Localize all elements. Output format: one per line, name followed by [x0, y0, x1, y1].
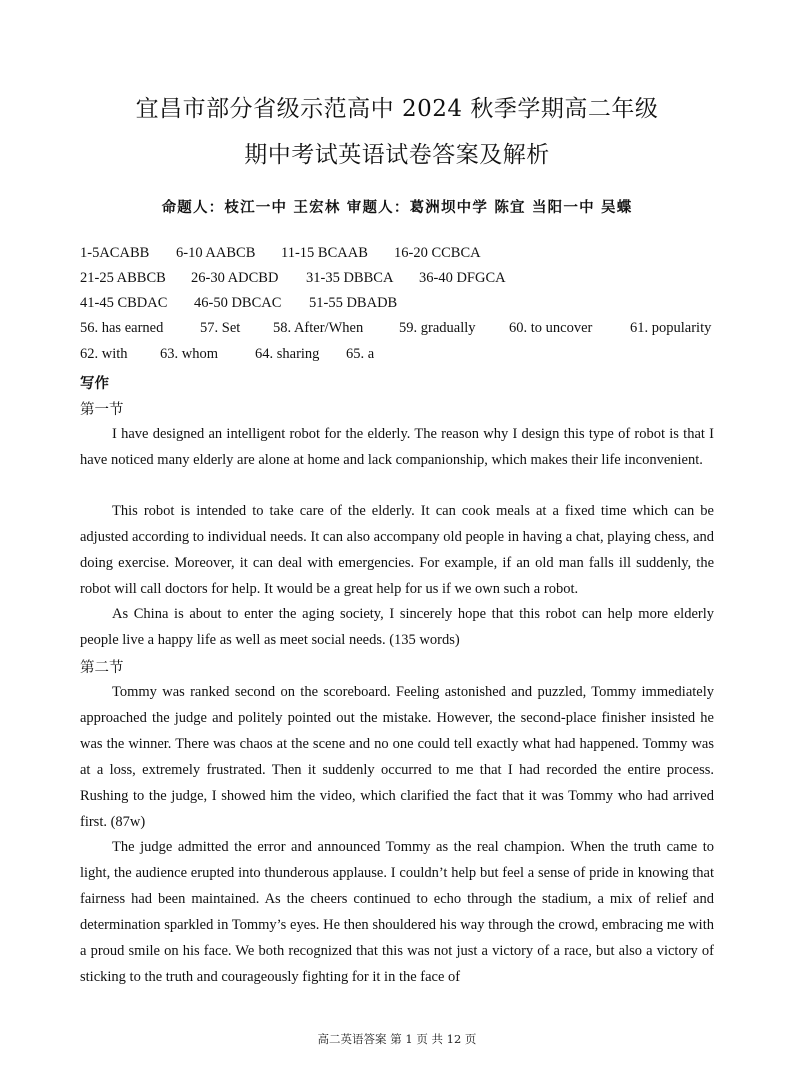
answer-group: 1-5ACABB	[80, 245, 150, 261]
answer-item: 65. a	[346, 346, 375, 362]
answer-item: 61. popularity	[630, 320, 712, 336]
authors-line: 命题人：枝江一中 王宏林 审题人：葛洲坝中学 陈宜 当阳一中 吴蝶	[161, 200, 633, 216]
answer-group: 6-10 AABCB	[176, 245, 256, 261]
answer-group: 51-55 DBADB	[309, 295, 398, 311]
answer-item: 64. sharing	[255, 346, 320, 362]
section1-paragraph: This robot is intended to take care of the elderly. It can cook meals at a fixed time which can be adjusted according to individual needs. It can also accompany old people in having a chat, playing chess, and doing exercise. Moreover, it can deal with emergencies. For example, if an old man falls ill suddenly, the robot will call doctors for help. It would be a great help for us if we own such a robot.	[80, 503, 714, 597]
answer-group: 46-50 DBCAC	[194, 295, 282, 311]
section2-label: 第二节	[80, 660, 124, 676]
section1-label: 第一节	[80, 402, 124, 418]
section2-paragraph: The judge admitted the error and announced Tommy as the real champion. When the truth came to light, the audience erupted into thunderous applause. I couldn’t help but feel a sense of pride in knowing that fairness had been maintained. As the cheers continued to echo through the stadium, a mix of relief and determination sparkled in Tommy’s eyes. He then shouldered his way through the crowd, embracing me with a proud smile on his face. We both recognized that this was not just a victory of a race, but also a victory of sticking to the truth and courageously fighting for it in the face of	[80, 839, 714, 985]
answer-item: 58. After/When	[273, 320, 364, 336]
answer-group: 31-35 DBBCA	[306, 270, 394, 286]
answer-item: 60. to uncover	[509, 320, 593, 336]
answer-item: 59. gradually	[399, 320, 476, 336]
answer-item: 57. Set	[200, 320, 241, 336]
section1-paragraph: I have designed an intelligent robot for the elderly. The reason why I design this type of robot is that I have noticed many elderly are alone at home and lack companionship, which makes their life inconvenient.	[80, 426, 714, 468]
answer-group: 11-15 BCAAB	[281, 245, 368, 261]
page-footer: 高二英语答案 第 1 页 共 12 页	[317, 1032, 477, 1046]
section2-paragraph: Tommy was ranked second on the scoreboard. Feeling astonished and puzzled, Tommy immediately approached the judge and politely pointed out the mistake. However, the second-place finisher insisted he was the winner. There was chaos at the scene and no one could tell exactly what had happened. Tommy was at a loss, extremely frustrated. Then it suddenly occurred to me that I had recorded the entire process. Rushing to the judge, I showed him the video, which clarified the fact that it was Tommy who had arrived first. (87w)	[80, 684, 714, 830]
answer-group: 16-20 CCBCA	[394, 245, 481, 261]
answer-item: 62. with	[80, 346, 128, 362]
answer-item: 56. has earned	[80, 320, 164, 336]
page-title-line2: 期中考试英语试卷答案及解析	[244, 142, 550, 168]
answer-group: 21-25 ABBCB	[80, 270, 166, 286]
answer-group: 36-40 DFGCA	[419, 270, 506, 286]
page-title-line1: 宜昌市部分省级示范高中 2024 秋季学期高二年级	[135, 96, 659, 122]
answer-group: 26-30 ADCBD	[191, 270, 279, 286]
answer-group: 41-45 CBDAC	[80, 295, 168, 311]
writing-heading: 写作	[80, 375, 109, 392]
answer-item: 63. whom	[160, 346, 218, 362]
section1-paragraph: As China is about to enter the aging society, I sincerely hope that this robot can help more elderly people live a happy life as well as meet social needs. (135 words)	[80, 606, 714, 648]
